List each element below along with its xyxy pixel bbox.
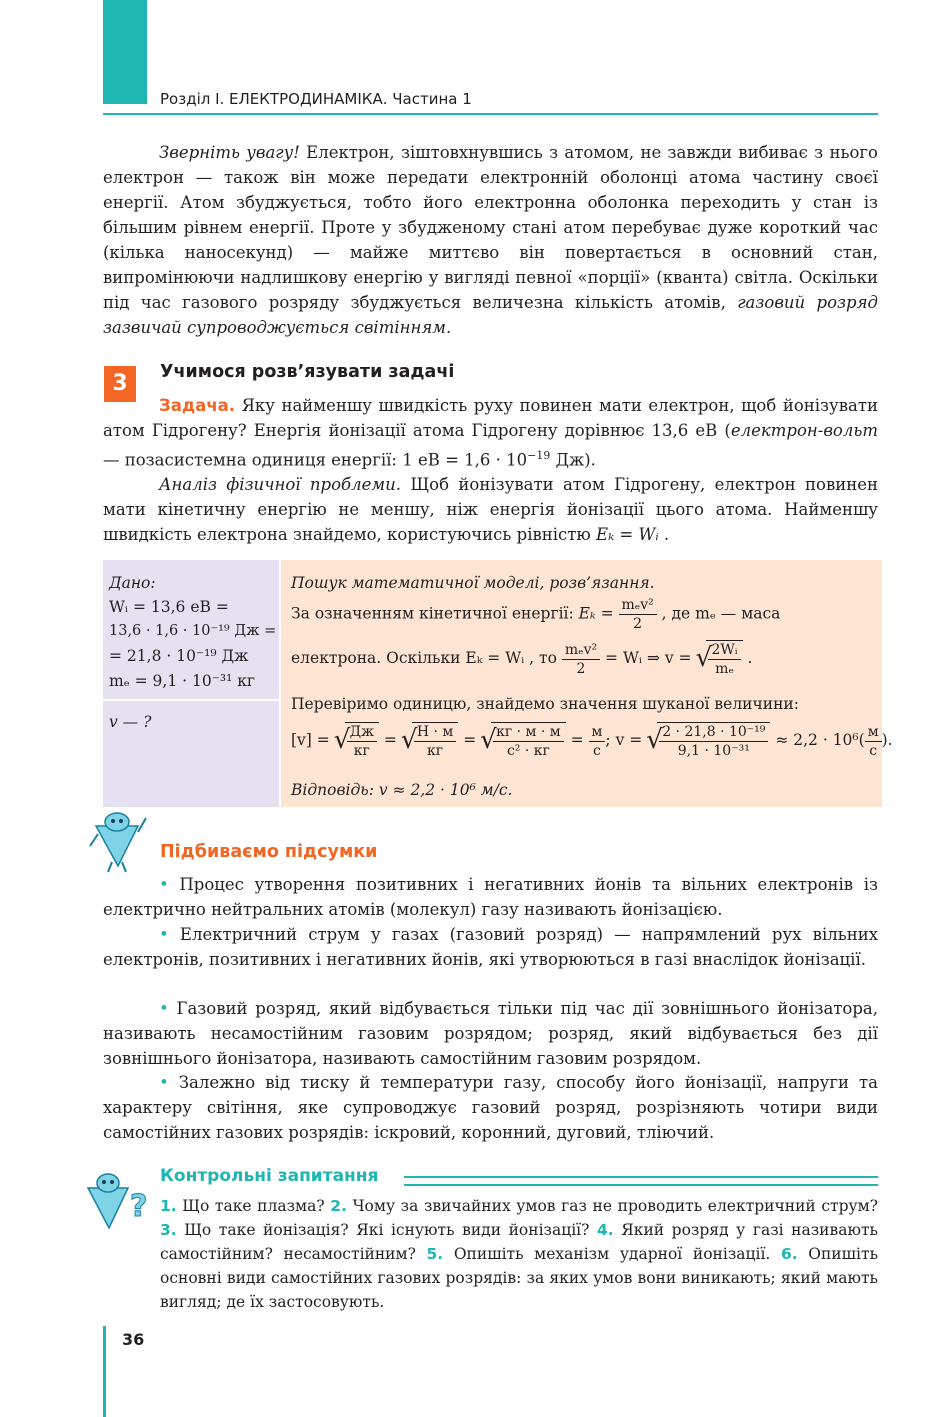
summary-item-text: Процес утворення позитивних і негативних йонів та вільних електронів із електрично нейтральних атомів (молекул) газу називають йонізацією. [103,875,878,919]
solution-title: Пошук математичної моделі, розв’язання. [291,574,655,592]
control-title-rule [404,1176,878,1186]
check-text: Перевіримо одиницю, знайдемо значення шуканої величини: [291,695,799,713]
answer: Відповідь: v ≈ 2,2 · 10⁶ м/с. [291,781,513,799]
task-label: Задача. [159,396,236,415]
kinetic-fraction [562,641,600,678]
root-fraction [708,641,740,678]
question-number: 2. [330,1197,347,1215]
question-text: Який розряд у газі називають самостійним? несамостійним? [160,1221,878,1263]
control-questions [160,1194,878,1314]
task-paragraph [103,393,878,473]
summary-item [103,872,878,922]
ek-numerator: mₑv² [619,596,657,615]
root-numerator: √ 2Wᵢ [708,641,740,660]
given-title: Дано: [109,574,156,592]
electron-text: електрона. Оскільки Eₖ = Wᵢ , то [291,649,557,667]
calc-fraction [659,723,768,760]
intro-text: Електрон, зіштовхнувшись з атомом, не завжди вибиває з нього електрон — також він може передати електронній оболонці атома частину своєї енергії. Атом збуджується, тобто його електронна оболонка переходить у стан із більшим рівнем енергії. Проте у збудженому стані атом перебуває дуже короткий час (кілька наносекунд) — майже миттєво він повертається в основний стан, випромінюючи надлишкову енергію у вигляді певної «порції» (кванта) світла. Оскільки під час газового розряду збуджується величезна кількість атомів, [103,143,878,312]
section-title: Учимося розв’язувати задачі [160,362,455,382]
given-line-3: = 21,8 · 10⁻¹⁹ Дж [109,647,249,665]
question-text: Чому за звичайних умов газ не проводить електричний струм? [346,1197,878,1215]
mascot-question-icon [82,1170,152,1234]
unit-root-1 [345,722,379,760]
header-rule [103,113,878,115]
question-number: 5. [426,1245,444,1263]
summary-item-text: Газовий розряд, який відбувається тільки під час дії зовнішнього йонізатора, називають несамостійним газовим розрядом; розряд, який відбувається без дії зовнішнього йонізатора, називають самостійним газовим розрядом. [103,999,878,1068]
svg-text:?: ? [130,1189,148,1224]
analysis-paragraph [103,472,878,547]
find-value: v — ? [109,713,152,731]
analysis-formula: Eₖ = Wᵢ . [596,525,670,544]
given-line-2: 13,6 · 1,6 · 10⁻¹⁹ Дж = [109,623,277,639]
ek-symbol: Eₖ = [578,604,614,623]
analysis-text: Щоб йонізувати атом Гідрогену, електрон повинен мати кінетичну енергію не меншу, ніж енергія йонізації цього атома. Найменшу швидкість електрона знайдемо, користуючись рівністю [103,475,878,544]
calc-numerator: √ 2 · 21,8 · 10⁻¹⁹ [659,723,768,742]
unit-fraction-3 [493,723,564,760]
bullet-icon: • [159,875,169,894]
mascot-thinking-icon [88,812,152,874]
velocity-expression: = Wᵢ ⇒ v = [605,649,692,667]
ek-denominator: 2 [633,616,643,632]
summary-item [103,996,878,1071]
calc-result: ≈ 2,2 · 10⁶ [775,731,859,749]
given-line-1: Wᵢ = 13,6 еВ = [109,598,229,616]
unit-fraction-1 [347,723,377,760]
summary-item [103,922,878,972]
given-line-4: mₑ = 9,1 · 10⁻³¹ кг [109,672,256,690]
question-text: Що таке плазма? [176,1197,331,1215]
velocity-root [706,640,742,678]
intro-tail: газовий розряд зазвичай супроводжується світінням. [103,293,878,337]
unit-root-3 [491,722,566,760]
calc-root [657,722,770,760]
unit-2-den: кг [426,743,444,759]
unit-root-2 [412,722,458,760]
question-number: 6. [780,1245,798,1263]
unit-3-num: √ кг · м · м [493,723,564,742]
summary-title: Підбиваємо підсумки [160,842,378,862]
question-number: 1. [160,1197,177,1215]
chapter-tab [103,0,147,104]
kinetic-denominator: 2 [576,660,586,677]
page-number: 36 [122,1330,145,1349]
result-unit-den: с [869,742,878,759]
mass-note: , де mₑ — маса [661,604,781,623]
root-denominator: mₑ [715,661,734,677]
unit-fraction-4 [589,723,606,760]
solution-line-units: [v] = √ $\frac{Дж}{кг}$ = √ $\frac{Н \cdot м}{кг}$ = √ $\frac{кг \cdot м \cdot м}{\text{с² · кг}}$ = $\frac{м}{с}$ ; v = √ $\frac{\text{2 · 21,8 · 10⁻¹⁹}}{\text{9,1 · 10⁻³¹}}$ ≈ 2,2 · 10⁶( $\frac{м}{с}$ ). [291,722,876,760]
calc-denominator: 9,1 · 10⁻³¹ [677,743,750,759]
question-text: Що таке йонізація? Які існують види йонізації? [176,1221,597,1239]
kinetic-numerator: mₑv² [562,641,600,660]
unit-1-num: √ Дж [347,723,377,742]
result-unit-num: м [865,723,882,742]
question-number: 4. [597,1221,614,1239]
unit-3-den: с² · кг [506,743,550,759]
calc-v: ; v = [605,731,643,749]
section-number-badge: 3 [104,366,136,402]
question-text: Опишіть механізм ударної йонізації. [443,1245,781,1263]
intro-lead: Зверніть увагу! [159,143,300,162]
page-number-bar [103,1326,106,1417]
ev-unit: Дж). [550,450,596,470]
definition-text: За означенням кінетичної енергії: [291,604,574,623]
ev-exponent: −19 [527,449,551,462]
bullet-icon: • [159,1073,169,1092]
ev-rest: — позасистемна одиниця енергії: 1 еВ = 1,6 · 10 [103,450,528,470]
solution-line-definition [291,596,876,633]
result-unit-fraction [865,723,882,760]
unit-2-num: √ Н · м [414,723,456,742]
question-text: Опишіть основні види самостійних газових розрядів: за яких умов вони виникають; який мають вигляд; де їх застосовують. [160,1245,879,1311]
unit-1-den: кг [353,743,370,759]
ev-term: електрон-вольт [730,421,878,440]
intro-paragraph [103,140,878,340]
chapter-header: Розділ І. ЕЛЕКТРОДИНАМІКА. Частина 1 [160,90,472,108]
unit-v: [v] = [291,731,330,749]
unit-fraction-2 [414,723,456,760]
summary-item-text: Електричний струм у газах (газовий розряд) — напрямлений рух вільних електронів, позитивних і негативних йонів, які утворюються в газі внаслідок йонізації. [103,925,879,969]
analysis-lead: Аналіз фізичної проблеми. [159,475,401,494]
solution-line-electron: електрона. Оскільки Eₖ = Wᵢ , то $\frac{\text{mₑv²}}{2}$ = Wᵢ ⇒ v = √ $\frac{\text{2Wᵢ}}{\text{mₑ}}$ . [291,640,876,678]
bullet-icon: • [159,999,169,1018]
control-questions-title: Контрольні запитання [160,1166,379,1186]
summary-item-text: Залежно від тиску й температури газу, способу його йонізації, напруги та характеру світіння, яке супроводжує газовий розряд, розрізняють чотири види самостійних газових розрядів: іскровий, коронний, дуговий, тліючий. [103,1073,878,1142]
summary-item [103,1070,878,1145]
bullet-icon: • [159,925,169,944]
unit-4-num: м [589,723,606,742]
task-text: Яку найменшу швидкість руху повинен мати електрон, щоб йонізувати атом Гідрогену? Енергія йонізації атома Гідрогену дорівнює 13,6 еВ ( [103,396,878,440]
question-number: 3. [160,1221,177,1239]
ek-fraction [619,596,657,633]
unit-4-den: с [593,742,601,759]
